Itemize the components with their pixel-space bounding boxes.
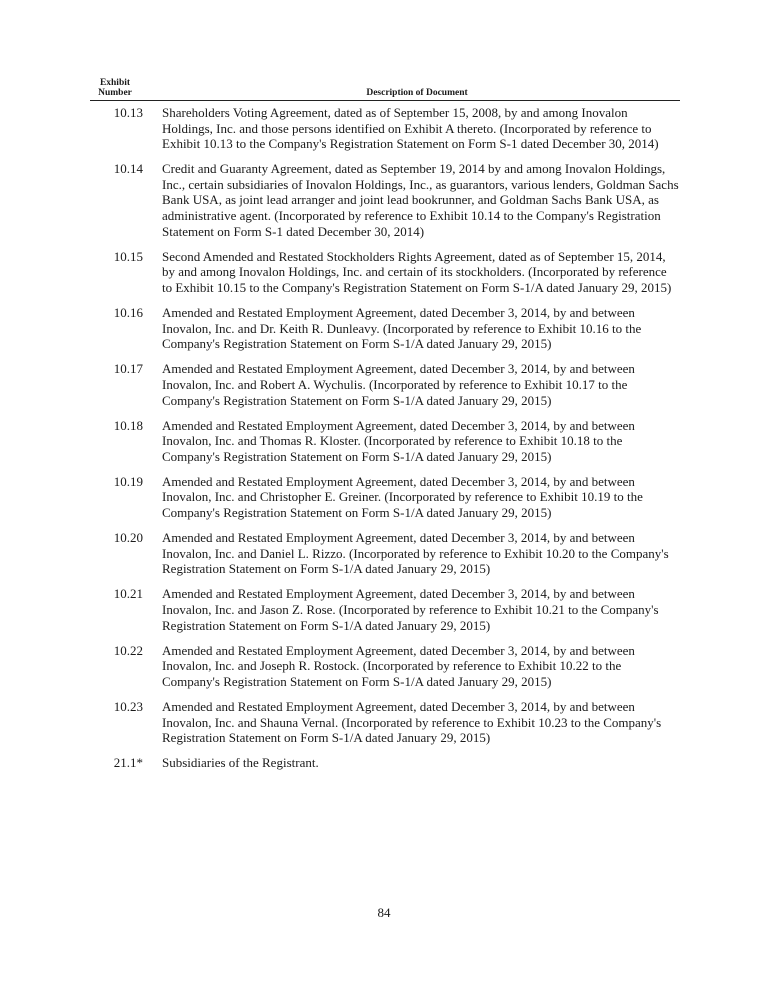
exhibit-description: Credit and Guaranty Agreement, dated as September 19, 2014 by and among Inovalon Holdings, Inc., certain subsidiaries of Inovalon Holdings, Inc., as guarantors, various lenders, Goldman Sachs Bank USA, as joint lead arranger and joint lead bookrunner, and Goldman Sachs Bank USA, as administrative agent. (Incorporated by reference to Exhibit 10.14 to the Company's Registration Statement on Form S-1 dated December 30, 2014)	[162, 161, 679, 239]
exhibit-description: Shareholders Voting Agreement, dated as of September 15, 2008, by and among Inovalon Holdings, Inc. and those persons identified on Exhibit A thereto. (Incorporated by reference to Exhibit 10.13 to the Company's Registration Statement on Form S-1 dated December 30, 2014)	[162, 105, 659, 152]
page-number: 84	[377, 905, 391, 920]
exhibit-number: 10.20	[113, 530, 143, 546]
exhibit-number-header	[90, 78, 140, 98]
exhibit-number: 10.13	[113, 105, 143, 120]
exhibit-number: 21.1*	[113, 755, 143, 771]
exhibit-row	[90, 249, 680, 296]
exhibit-row	[90, 418, 680, 465]
exhibit-row	[90, 643, 680, 690]
exhibit-description: Amended and Restated Employment Agreement, dated December 3, 2014, by and between Inovalon, Inc. and Jason Z. Rose. (Incorporated by reference to Exhibit 10.21 to the Company's Registration Statement on Form S-1/A dated January 29, 2015)	[162, 586, 659, 633]
exhibit-row	[90, 699, 680, 746]
description-header: Description of Document	[366, 88, 468, 98]
exhibit-row	[90, 755, 680, 771]
exhibit-description: Amended and Restated Employment Agreement, dated December 3, 2014, by and between Inovalon, Inc. and Thomas R. Kloster. (Incorporated by reference to Exhibit 10.18 to the Company's Registration Statement on Form S-1/A dated January 29, 2015)	[162, 417, 635, 464]
exhibit-row	[90, 305, 680, 352]
exhibit-row	[90, 105, 680, 152]
exhibit-row	[90, 530, 680, 577]
exhibit-number: 10.16	[113, 305, 143, 321]
exhibit-description: Amended and Restated Employment Agreement, dated December 3, 2014, by and between Inovalon, Inc. and Shauna Vernal. (Incorporated by reference to Exhibit 10.23 to the Company's Registration Statement on Form S-1/A dated January 29, 2015)	[162, 699, 662, 746]
exhibit-description: Amended and Restated Employment Agreement, dated December 3, 2014, by and between Inovalon, Inc. and Dr. Keith R. Dunleavy. (Incorporated by reference to Exhibit 10.16 to the Company's Registration Statement on Form S-1/A dated January 29, 2015)	[162, 305, 642, 352]
exhibit-list	[90, 105, 680, 771]
exhibit-number: 10.15	[113, 248, 143, 264]
exhibit-row	[90, 586, 680, 633]
exhibit-number: 10.21	[113, 586, 143, 602]
exhibit-description: Amended and Restated Employment Agreement, dated December 3, 2014, by and between Inovalon, Inc. and Christopher E. Greiner. (Incorporated by reference to Exhibit 10.19 to the Company's Registration Statement on Form S-1/A dated January 29, 2015)	[162, 473, 643, 521]
exhibit-header-line-2: Number	[98, 88, 132, 98]
table-header	[90, 78, 680, 101]
exhibit-description: Amended and Restated Employment Agreement, dated December 3, 2014, by and between Inovalon, Inc. and Robert A. Wychulis. (Incorporated by reference to Exhibit 10.17 to the Company's Registration Statement on Form S-1/A dated January 29, 2015)	[162, 361, 635, 408]
exhibit-number: 10.14	[113, 161, 143, 177]
exhibit-row	[90, 361, 680, 408]
exhibit-number: 10.23	[113, 699, 143, 714]
exhibit-number: 10.19	[113, 473, 143, 489]
exhibit-number: 10.22	[113, 642, 143, 658]
exhibit-number: 10.17	[113, 361, 143, 377]
exhibit-row	[90, 474, 680, 521]
exhibit-row	[90, 161, 680, 239]
exhibit-description: Amended and Restated Employment Agreement, dated December 3, 2014, by and between Inovalon, Inc. and Joseph R. Rostock. (Incorporated by reference to Exhibit 10.22 to the Company's Registration Statement on Form S-1/A dated January 29, 2015)	[162, 642, 635, 689]
exhibit-number: 10.18	[113, 417, 143, 433]
exhibit-description: Second Amended and Restated Stockholders Rights Agreement, dated as of September 15, 2014, by and among Inovalon Holdings, Inc. and certain of its stockholders. (Incorporated by reference to Exhibit 10.15 to the Company's Registration Statement on Form S-1/A dated January 29, 2015)	[162, 248, 672, 295]
exhibit-header-line-1: Exhibit	[99, 78, 131, 88]
exhibit-index	[90, 78, 680, 780]
exhibit-description: Subsidiaries of the Registrant.	[162, 755, 319, 771]
exhibit-description: Amended and Restated Employment Agreement, dated December 3, 2014, by and between Inovalon, Inc. and Daniel L. Rizzo. (Incorporated by reference to Exhibit 10.20 to the Company's Registration Statement on Form S-1/A dated January 29, 2015)	[162, 530, 669, 577]
